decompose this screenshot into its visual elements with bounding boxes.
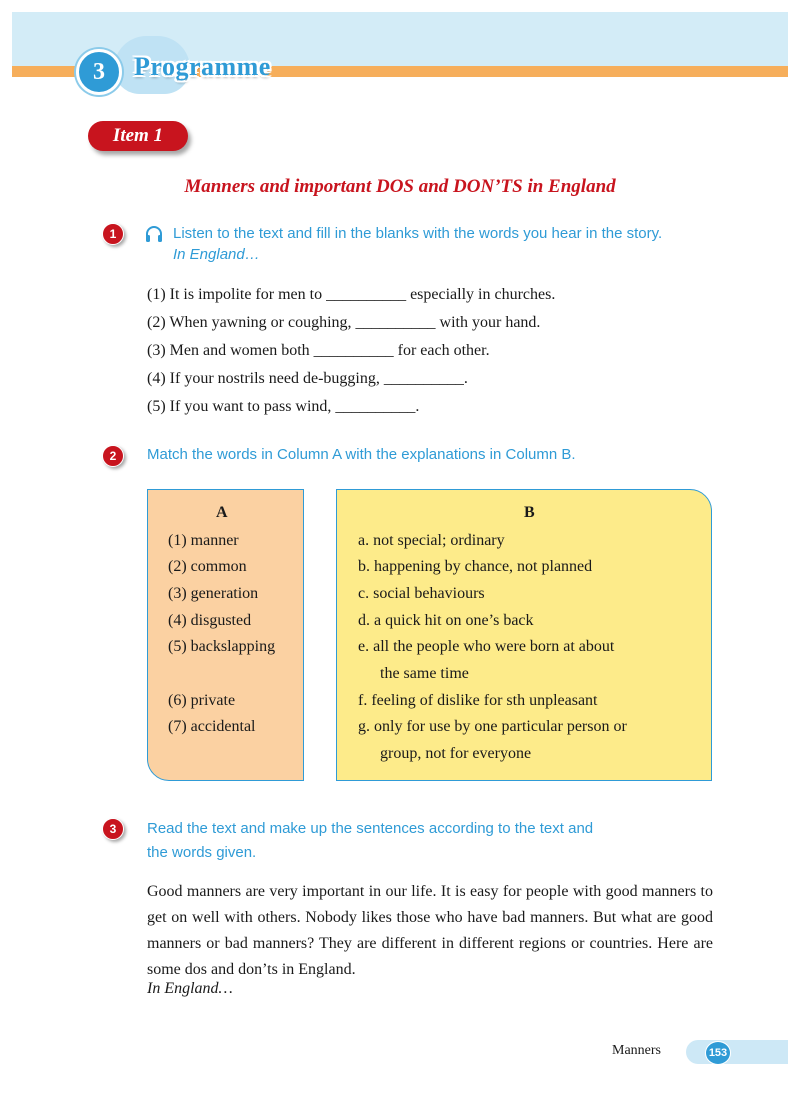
exercise-1-instruction: Listen to the text and fill in the blanks with the words you hear in the story. [173,225,663,242]
exercise-2-badge: 2 [102,445,124,467]
column-a-item: (2) common [168,558,247,575]
column-a-item: (6) private [168,692,236,709]
column-a-item: (1) manner [168,532,239,549]
section-number-badge: 3 [76,49,122,95]
column-b-item: c. social behaviours [358,585,485,602]
item-label: Item 1 [88,121,188,151]
page-number: 153 [705,1041,731,1065]
column-a-item: (5) backslapping [168,638,276,655]
column-b-item: g. only for use by one particular person or [358,718,627,735]
exercise-1-sentence: (2) When yawning or coughing, __________ with your hand. [147,314,541,331]
footer-chapter: Manners [612,1043,661,1058]
column-b-item: b. happening by chance, not planned [358,558,593,575]
column-a-item: (4) disgusted [168,612,252,629]
column-b-heading: B [524,504,535,521]
exercise-2-instruction: Match the words in Column A with the explanations in Column B. [147,446,576,463]
headphones-icon [144,224,164,244]
exercise-1-badge: 1 [102,223,124,245]
exercise-3-badge: 3 [102,818,124,840]
exercise-1-sentence: (3) Men and women both __________ for each other. [147,342,490,359]
exercise-1-lead: In England… [173,246,260,263]
section-title: Programme [134,52,271,81]
exercise-3-lead: In England… [147,980,233,997]
lesson-subtitle: Manners and important DOS and DON’TS in England [184,176,616,197]
column-b-item: d. a quick hit on one’s back [358,612,534,629]
column-b-box [336,489,712,781]
exercise-1-sentence: (4) If your nostrils need de-bugging, __________. [147,370,468,387]
exercise-3-paragraph: Good manners are very important in our life. It is easy for people with good manners to get on well with others. Nobody likes those who have bad manners. But what are good manners or bad manners? They are different in different regions or countries. Here are some dos and don’ts in England. [147,883,713,978]
exercise-3-instruction: Read the text and make up the sentences according to the text and [147,820,594,837]
column-a-heading: A [216,504,228,521]
exercise-3-instruction-cont: the words given. [147,844,257,861]
column-a-item: (3) generation [168,585,259,602]
footer-tab [686,1040,788,1064]
column-b-item: e. all the people who were born at about [358,638,615,655]
column-b-item-continuation: group, not for everyone [380,745,532,762]
column-b-item: f. feeling of dislike for sth unpleasant [358,692,598,709]
column-a-item: (7) accidental [168,718,256,735]
column-b-item-continuation: the same time [380,665,469,682]
exercise-1-sentence: (1) It is impolite for men to __________ especially in churches. [147,286,556,303]
column-a-box [147,489,304,781]
column-b-item: a. not special; ordinary [358,532,505,549]
exercise-1-sentence: (5) If you want to pass wind, __________. [147,398,420,415]
